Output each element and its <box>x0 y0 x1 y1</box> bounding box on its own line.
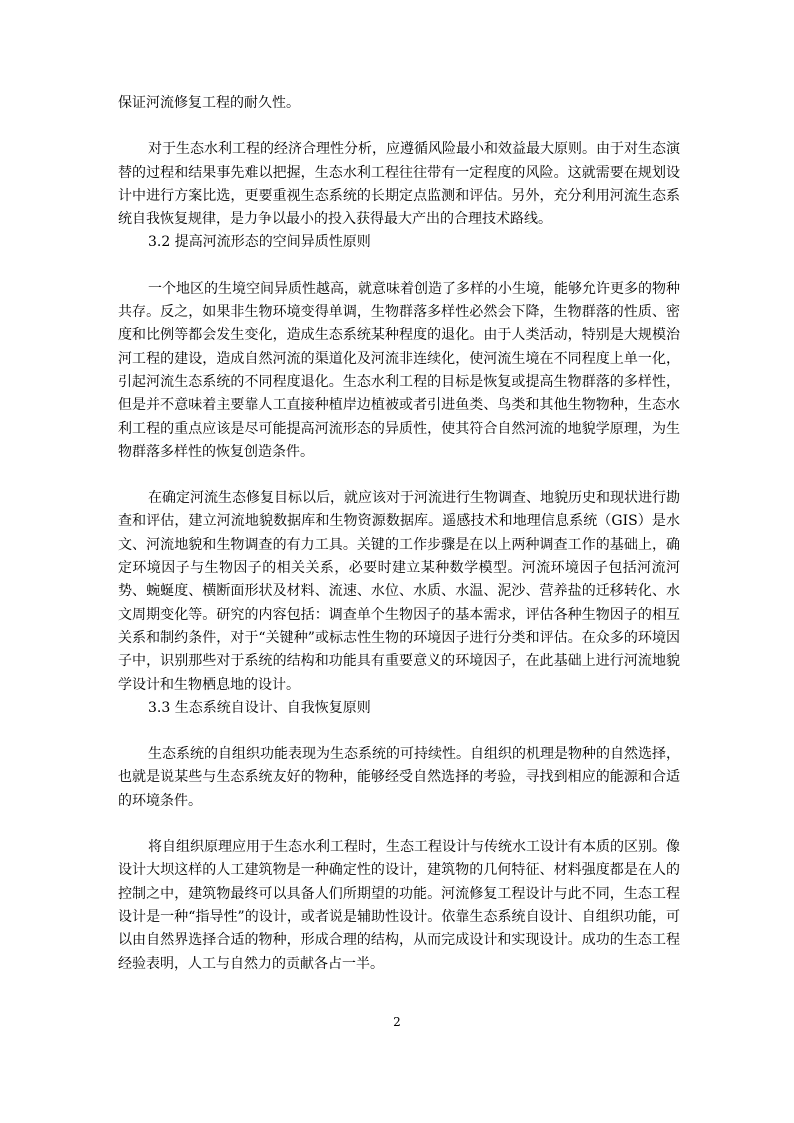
paragraph-habitat-heterogeneity: 一个地区的生境空间异质性越高，就意味着创造了多样的小生境，能够允许更多的物种共存。反之，如果非生物环境变得单调，生物群落多样性必然会下降，生物群落的性质、密度和比例等都会发生变化，造成生态系统某种程度的退化。由于人类活动，特别是大规模治河工程的建设，造成自然河流的渠道化及河流非连续化，使河流生境在不同程度上单一化，引起河流生态系统的不同程度退化。生态水利工程的目标是恢复或提高生物群落的多样性，但是并不意味着主要靠人工直接种植岸边植被或者引进鱼类、鸟类和其他生物物种，生态水利工程的重点应该是尽可能提高河流形态的异质性，使其符合自然河流的地貌学原理，为生物群落多样性的恢复创造条件。 <box>118 280 680 460</box>
section-heading-3-3: 3.3 生态系统自设计、自我恢复原则 <box>148 699 371 716</box>
paragraph-ecological-design: 将自组织原理应用于生态水利工程时，生态工程设计与传统水工设计有本质的区别。像设计大坝这样的人工建筑物是一种确定性的设计，建筑物的几何特征、材料强度都是在人的控制之中，建筑物最终可以具备人们所期望的功能。河流修复工程设计与此不同，生态工程设计是一种“指导性”的设计，或者说是辅助性设计。依靠生态系统自设计、自组织功能，可以由自然界选择合适的物种，形成合理的结构，从而完成设计和实现设计。成功的生态工程经验表明，人工与自然力的贡献各占一半。 <box>118 839 680 972</box>
paragraph-restoration-goals: 在确定河流生态修复目标以后，就应该对于河流进行生物调查、地貌历史和现状进行勘查和评估，建立河流地貌数据库和生物资源数据库。遥感技术和地理信息系统（GIS）是水文、河流地貌和生物调查的有力工具。关键的工作步骤是在以上两种调查工作的基础上，确定环境因子与生物因子的相关关系，必要时建立某种数学模型。河流环境因子包括河流河势、蜿蜒度、横断面形状及材料、流速、水位、水质、水温、泥沙、营养盐的迁移转化、水文周期变化等。研究的内容包括：调查单个生物因子的基本需求，评估各种生物因子的相互关系和制约条件，对于“关键种”或标志性生物的环境因子进行分类和评估。在众多的环境因子中，识别那些对于系统的结构和功能具有重要意义的环境因子，在此基础上进行河流地貌学设计和生物栖息地的设计。 <box>118 490 680 693</box>
page-number: 2 <box>393 1015 401 1029</box>
section-heading-3-2: 3.2 提高河流形态的空间异质性原则 <box>148 234 371 251</box>
document-body <box>118 92 680 976</box>
paragraph-economic-analysis: 对于生态水利工程的经济合理性分析，应遵循风险最小和效益最大原则。由于对生态演替的过程和结果事先难以把握，生态水利工程往往带有一定程度的风险。这就需要在规划设计中进行方案比选，更要重视生态系统的长期定点监测和评估。另外，充分利用河流生态系统自我恢复规律，是力争以最小的投入获得最大产出的合理技术路线。 <box>118 141 680 228</box>
paragraph-continuation: 保证河流修复工程的耐久性。 <box>118 95 300 111</box>
paragraph-self-organization: 生态系统的自组织功能表现为生态系统的可持续性。自组织的机理是物种的自然选择，也就是说某些与生态系统友好的物种，能够经受自然选择的考验，寻找到相应的能源和合适的环境条件。 <box>118 746 680 809</box>
